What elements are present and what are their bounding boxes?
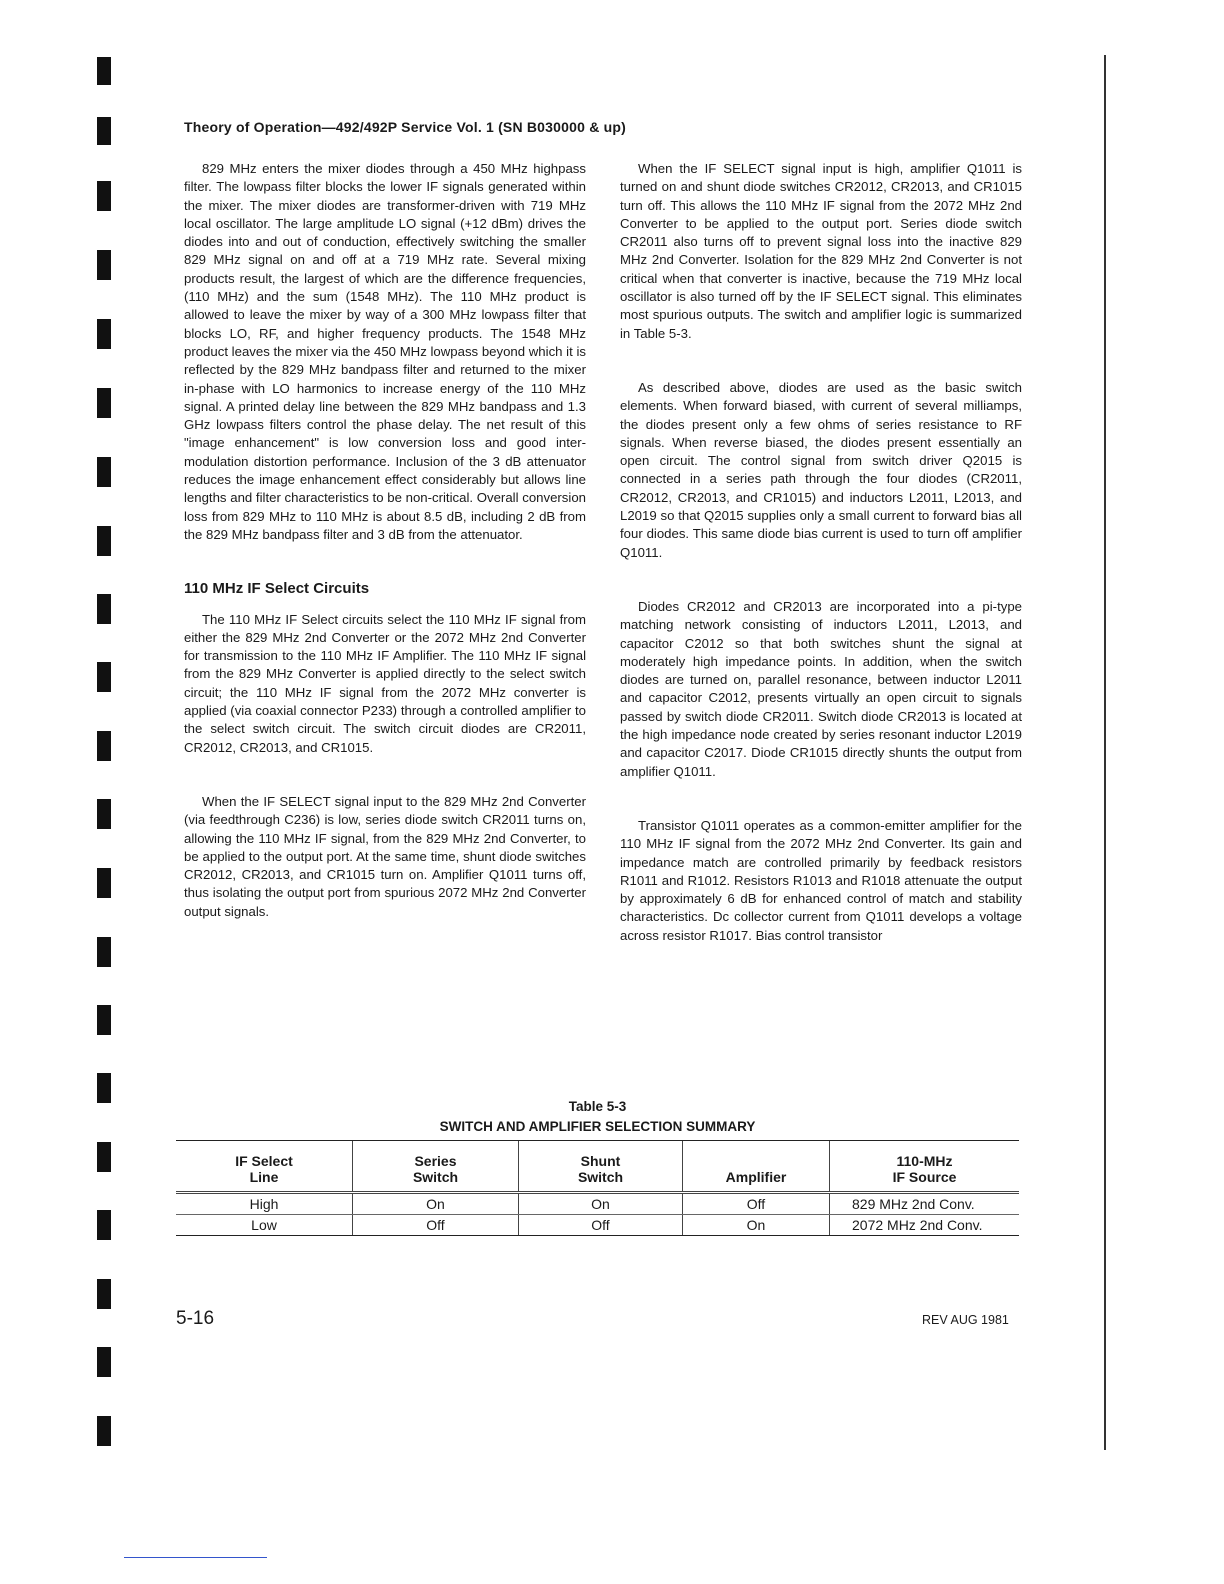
binding-mark (97, 799, 111, 829)
table-row (176, 1193, 1019, 1215)
header-line: Series (414, 1153, 457, 1169)
binding-mark (97, 731, 111, 761)
header-line: 110-MHz (896, 1153, 953, 1169)
paragraph: As described above, diodes are used as the basic switch elements. When forward biased, with current of several milliamps, the diodes present only a few ohms of series resistance to RF signals. When reverse biased, the diodes present essentially an open circuit. The control signal from switch driver Q2015 is connected in a series path through the four diodes (CR2011, CR2012, CR2013, and CR1015) and inductors L2011, L2013, and L2019 so that Q2015 supplies only a small current to forward bias all four diodes. This same diode bias current is used to turn off amplifier Q1011. (620, 379, 1022, 560)
header-line: Line (249, 1169, 279, 1185)
table-cell: Off (519, 1215, 683, 1236)
header-line: Shunt (580, 1153, 621, 1169)
table-cell: 829 MHz 2nd Conv. (830, 1193, 1020, 1215)
binding-mark (97, 457, 111, 487)
binding-mark (97, 1073, 111, 1103)
bottom-rule (124, 1557, 267, 1558)
paragraph: When the IF SELECT signal input is high, amplifier Q1011 is turned on and shunt diode switches CR2012, CR2013, and CR1015 turn off. This allows the 110 MHz IF signal from the 2072 MHz 2nd Converter to be applied to the output port. Series diode switch CR2011 also turns off to prevent signal loss into the inactive 829 MHz 2nd Converter. Isolation for the 829 MHz 2nd Converter is not critical when that converter is inactive, because the 719 MHz local oscillator is also turned off by the IF SELECT signal. This eliminates most spurious outputs. The switch and amplifier logic is summarized in Table 5-3. (620, 161, 1022, 341)
binding-mark (97, 57, 111, 85)
table-row (176, 1215, 1019, 1236)
paragraph: Diodes CR2012 and CR2013 are incorporated into a pi-type matching network consisting of inductors L2011, L2013, and capacitor C2012 so that both switches shunt the signal at moderately high impedance points. In addition, when the switch diodes are turned on, parallel resonance, between inductor L2011 and capacitor C2012, presents virtually an open circuit to signals passed by switch diode CR2011. Switch diode CR2013 is located at the high impedance node created by series resonant inductor L2019 and capacitor C2017. Diode CR1015 directly shunts the output from amplifier Q1011. (620, 598, 1022, 779)
table-title: SWITCH AND AMPLIFIER SELECTION SUMMARY (439, 1119, 756, 1134)
table-cell: Off (683, 1193, 830, 1215)
header-if-select-line (176, 1141, 353, 1193)
binding-mark (97, 1416, 111, 1446)
binding-mark (97, 1210, 111, 1240)
page-edge-rule (1104, 55, 1106, 1450)
left-column (184, 160, 586, 957)
table-header-row (176, 1141, 1019, 1193)
binding-mark (97, 181, 111, 211)
header-series-switch (353, 1141, 519, 1193)
revision-date: REV AUG 1981 (922, 1313, 1009, 1327)
paragraph: Transistor Q1011 operates as a common-emitter amplifier for the 110 MHz IF signal from the 2072 MHz 2nd Converter. Its gain and impedance match are controlled primarily by feedback resistors R1011 and R1012. Resistors R1013 and R1018 attenuate the output by approximately 6 dB for enhanced control of match and stability characteristics. Dc collector current from Q1011 develops a voltage across resistor R1017. Bias control transistor (620, 817, 1022, 943)
page-number: 5-16 (176, 1308, 215, 1329)
binding-mark (97, 1142, 111, 1172)
table-cell: High (176, 1193, 353, 1215)
header-line: Switch (412, 1169, 459, 1185)
header-line: Switch (577, 1169, 624, 1185)
table-cell: Low (176, 1215, 353, 1236)
binding-mark (97, 250, 111, 280)
right-column (620, 160, 1022, 981)
paragraph: 829 MHz enters the mixer diodes through a 450 MHz highpass filter. The lowpass filter blocks the lower IF signals generated within the mixer. The mixer diodes are transformer-driven with 719 MHz local oscillator. The large amplitude LO signal (+12 dBm) drives the diodes into and out of conduction, effectively switching the smaller 829 MHz signal on and off at a 719 MHz rate. Several mixing products result, the largest of which are the difference frequencies, (110 MHz) and the sum (1548 MHz). The 110 MHz product is allowed to leave the mixer by way of a 300 MHz lowpass filter that blocks LO, RF, and higher frequency products. The 1548 MHz product leaves the mixer via the 450 MHz lowpass beyond which it is reflected by the 829 MHz bandpass filter and returned to the mixer in-phase with LO harmonics to increase energy of the 110 MHz signal. A printed delay line between the 829 MHz bandpass and 1.3 GHz lowpass filters control the phase delay. The net result of this "image enhancement" is low conversion loss and good inter-modulation distortion performance. Inclusion of the 3 dB attenuator reduces the image enhancement effect considerably but allows line lengths and filter characteristics to be non-critical. Overall conversion loss from 829 MHz to 110 MHz is about 8.5 dB, including 2 dB from the 829 MHz bandpass filter and 3 dB from the attenuator. (184, 161, 586, 542)
selection-summary-table (176, 1140, 1019, 1236)
header-line: IF Source (892, 1169, 957, 1185)
binding-mark (97, 1279, 111, 1309)
table-cell: On (353, 1193, 519, 1215)
binding-mark (97, 1347, 111, 1377)
running-header: Theory of Operation—492/492P Service Vol. 1 (SN B030000 & up) (184, 119, 626, 135)
header-if-source (830, 1141, 1020, 1193)
binding-mark (97, 526, 111, 556)
header-shunt-switch (519, 1141, 683, 1193)
binding-mark (97, 937, 111, 967)
binding-mark (97, 388, 111, 418)
header-line: Amplifier (725, 1169, 787, 1185)
table-cell: 2072 MHz 2nd Conv. (830, 1215, 1020, 1236)
table-cell: Off (353, 1215, 519, 1236)
binding-mark (97, 594, 111, 624)
header-amplifier (683, 1141, 830, 1193)
paragraph: The 110 MHz IF Select circuits select the 110 MHz IF signal from either the 829 MHz 2nd Converter or the 2072 MHz 2nd Converter for transmission to the 110 MHz IF Amplifier. The 110 MHz IF signal from the 829 MHz Converter is applied directly to the select switch circuit; the 110 MHz IF signal from the 2072 MHz converter is applied (via coaxial connector P233) through a controlled amplifier to the select switch circuit. The switch circuit diodes are CR2011, CR2012, CR2013, and CR1015. (184, 611, 586, 755)
table-cell: On (519, 1193, 683, 1215)
binding-mark (97, 662, 111, 692)
binding-mark (97, 319, 111, 349)
table-number: Table 5-3 (568, 1099, 627, 1114)
binding-mark (97, 1005, 111, 1035)
paragraph: When the IF SELECT signal input to the 829 MHz 2nd Converter (via feedthrough C236) is low, series diode switch CR2011 turns on, allowing the 110 MHz IF signal, from the 829 MHz 2nd Converter, to be applied to the output port. At the same time, shunt diode switches CR2012, CR2013, and CR1015 turn on. Amplifier Q1011 turns off, thus isolating the output port from spurious 2072 MHz 2nd Converter output signals. (184, 793, 586, 919)
section-heading: 110 MHz IF Select Circuits (184, 580, 370, 598)
binding-mark (97, 868, 111, 898)
header-line: IF Select (235, 1153, 293, 1169)
binding-mark (97, 117, 111, 145)
table-cell: On (683, 1215, 830, 1236)
